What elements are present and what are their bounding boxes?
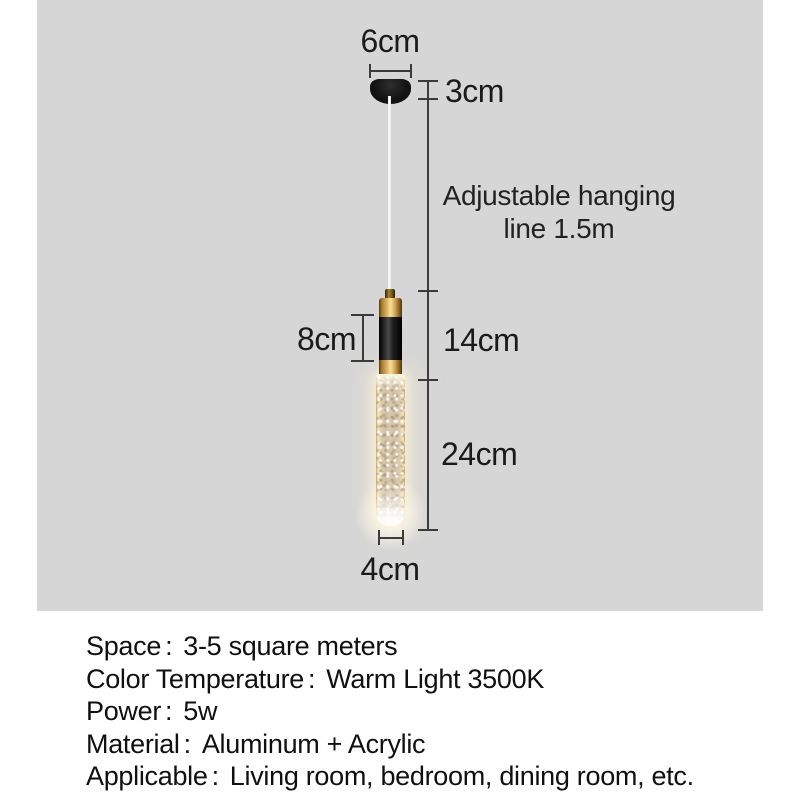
dim-line-tube-diameter <box>379 537 404 539</box>
dim-label-black-section: 8cm <box>297 321 356 357</box>
acrylic-light-tube <box>376 374 405 526</box>
dim-label-canopy-diameter: 6cm <box>360 23 420 59</box>
dim-tick <box>410 64 412 78</box>
spec-value: Warm Light 3500K <box>326 663 545 694</box>
dim-tick <box>418 529 438 531</box>
hanging-line-note-line1: Adjustable hanging <box>442 180 676 211</box>
lamp-black-body <box>379 317 402 360</box>
dim-line-black-section <box>362 315 364 362</box>
lamp-gold-ring <box>379 360 402 374</box>
spec-label: Color Temperature <box>86 663 305 694</box>
spec-colon: : <box>308 663 316 694</box>
spec-list <box>86 630 766 793</box>
hanging-line-note <box>433 179 685 245</box>
spec-line-applicable <box>86 760 766 793</box>
hanging-cord <box>388 96 391 292</box>
dim-label-lamp-head: 14cm <box>443 322 520 358</box>
dim-tick <box>351 314 374 316</box>
spec-value: 3-5 square meters <box>183 631 398 661</box>
spec-colon: : <box>211 761 219 791</box>
spec-line-power <box>86 695 766 728</box>
spec-colon: : <box>165 631 173 661</box>
dim-label-tube-diameter: 4cm <box>360 551 420 587</box>
spec-value: 5w <box>183 696 218 726</box>
dim-tick <box>369 64 371 78</box>
dim-tick <box>418 80 438 82</box>
hanging-line-note-line2: line 1.5m <box>503 213 615 244</box>
lamp-gold-cap <box>379 298 402 318</box>
dim-label-canopy-height: 3cm <box>445 73 504 109</box>
dim-line-vertical-main <box>427 81 429 531</box>
dim-tick <box>402 530 404 545</box>
spec-line-space <box>86 630 766 663</box>
dim-label-tube-length: 24cm <box>441 436 518 472</box>
dim-tick <box>351 360 374 362</box>
dim-tick <box>418 98 438 100</box>
spec-label: Material <box>86 728 180 759</box>
dim-tick <box>418 379 438 381</box>
spec-label: Power <box>86 696 162 726</box>
dim-line-canopy-width <box>369 70 412 72</box>
spec-colon: : <box>183 728 191 759</box>
dim-tick <box>378 530 380 545</box>
spec-value: Living room, bedroom, dining room, etc. <box>229 761 694 791</box>
spec-value: Aluminum + Acrylic <box>201 728 426 759</box>
spec-line-material <box>86 728 766 761</box>
spec-label: Space <box>86 631 162 661</box>
dim-tick <box>418 290 438 292</box>
spec-label: Applicable <box>86 761 208 791</box>
spec-line-color-temperature <box>86 663 766 696</box>
spec-colon: : <box>165 696 173 726</box>
